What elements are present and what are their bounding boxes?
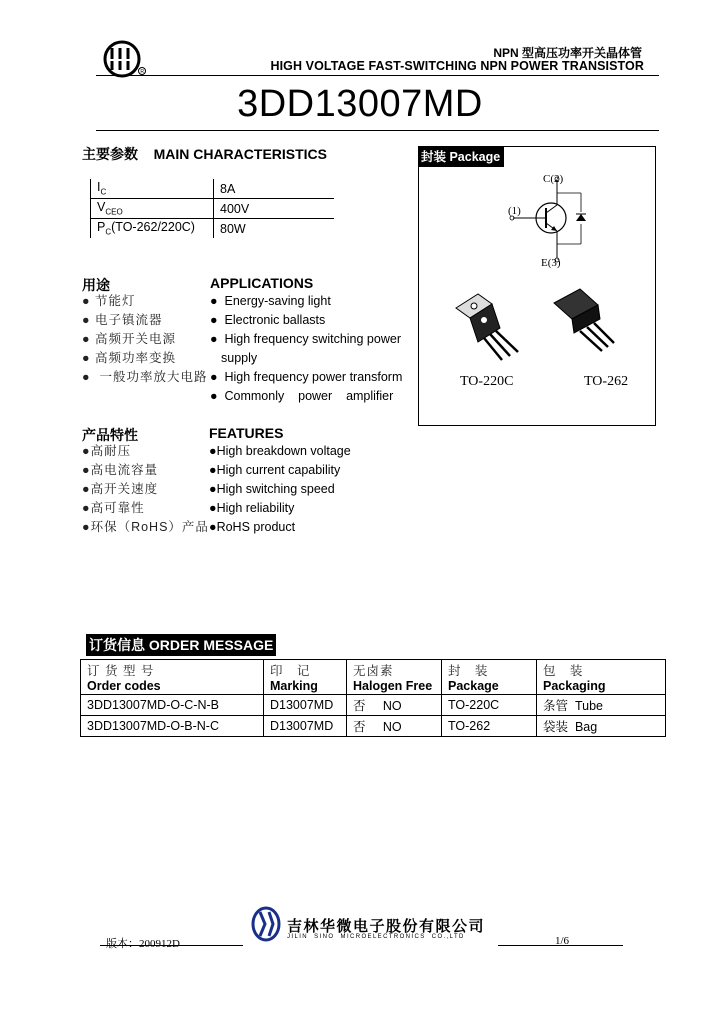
value-cell: 400V	[214, 199, 335, 219]
halogen-cell: 否 NO	[347, 716, 442, 737]
table-row	[81, 695, 666, 716]
packaging-cell: 袋装 Bag	[537, 716, 666, 737]
applications-title-en: APPLICATIONS	[210, 275, 314, 291]
to262-label: TO-262	[584, 374, 629, 389]
version-label: 版本：200912D	[106, 938, 180, 950]
value-cell: 8A	[214, 179, 335, 199]
order-message-title: 订货信息 ORDER MESSAGE	[86, 634, 276, 656]
part-number-title: 3DD13007MD	[237, 83, 483, 125]
marking-cell: D13007MD	[264, 716, 347, 737]
list-item: ●High reliability	[209, 501, 295, 515]
param-cell: $V_{CEO}$	[91, 199, 214, 219]
company-logo-icon	[103, 40, 147, 78]
header-cell: 包 装 Packaging	[537, 660, 666, 695]
header-rule	[96, 75, 659, 76]
company-name-en: JILIN SINO MICROELECTRONICS CO.,LTD	[287, 934, 465, 940]
svg-text:R: R	[140, 69, 145, 75]
main-characteristics-heading	[82, 144, 327, 164]
table-row	[91, 179, 335, 199]
features-list-en	[209, 442, 351, 537]
list-item: ●高可靠性	[82, 501, 145, 515]
header-cell: 订 货 型 号 Order codes	[81, 660, 264, 695]
list-item: ● High frequency power transform	[210, 370, 403, 384]
list-item: ●环保（RoHS）产品	[82, 520, 209, 534]
applications-list-cn	[82, 292, 208, 387]
pin-c-label: C(2)	[543, 173, 564, 185]
pin-b-label: (1)	[508, 205, 521, 217]
to220c-label: TO-220C	[460, 374, 514, 389]
applications-title-cn: 用途	[82, 277, 110, 293]
list-item: ● 高频功率变换	[82, 351, 177, 365]
to262-package-image	[550, 285, 635, 365]
param-cell: $P_C(TO-262/220C)$	[91, 219, 214, 239]
list-item: ● 节能灯	[82, 294, 136, 308]
package-title: 封装 Package	[418, 146, 504, 167]
list-item: ● Commonly power amplifier	[210, 389, 394, 403]
list-item: ●High switching speed	[209, 482, 335, 496]
features-title-en: FEATURES	[209, 425, 284, 441]
package-cell: TO-220C	[442, 695, 537, 716]
header-cell: 封 装 Package	[442, 660, 537, 695]
features-list-cn	[82, 442, 209, 537]
list-item: ●RoHS product	[209, 520, 296, 534]
applications-list-en	[210, 292, 407, 406]
pin-e-label: E(3)	[541, 257, 561, 269]
list-item: ●高开关速度	[82, 482, 159, 496]
header-cell: 无卤素 Halogen Free	[347, 660, 442, 695]
company-name-cn: 吉林华微电子股份有限公司	[287, 918, 486, 935]
packaging-cell: 条管 Tube	[537, 695, 666, 716]
table-row	[81, 716, 666, 737]
list-item: ● Energy-saving light	[210, 294, 331, 308]
features-title-cn: 产品特性	[82, 427, 138, 443]
table-header-row	[81, 660, 666, 695]
to220c-package-image	[448, 290, 533, 370]
subtitle-chinese: NPN 型高压功率开关晶体管	[493, 46, 642, 60]
list-item: ●High current capability	[209, 463, 341, 477]
list-item: ● Electronic ballasts	[210, 313, 326, 327]
subtitle-english: HIGH VOLTAGE FAST-SWITCHING NPN POWER TRANSISTOR	[270, 59, 644, 73]
package-cell: TO-262	[442, 716, 537, 737]
page-number: 1/6	[555, 935, 570, 947]
header-cell: 印 记 Marking	[264, 660, 347, 695]
halogen-cell: 否 NO	[347, 695, 442, 716]
param-cell: $I_C$	[91, 179, 214, 199]
main-characteristics-title-cn: 主要参数	[82, 146, 138, 162]
table-row	[91, 219, 335, 239]
list-item: ● 电子镇流器	[82, 313, 163, 327]
characteristics-table	[90, 179, 334, 238]
title-rule	[96, 130, 659, 131]
list-item: ● 一般功率放大电路	[82, 370, 208, 384]
marking-cell: D13007MD	[264, 695, 347, 716]
company-footer-logo-icon	[251, 906, 281, 942]
table-row	[91, 199, 335, 219]
order-code-cell: 3DD13007MD-O-C-N-B	[81, 695, 264, 716]
list-item: ●High breakdown voltage	[209, 444, 351, 458]
list-item: supply	[221, 351, 258, 365]
order-code-cell: 3DD13007MD-O-B-N-C	[81, 716, 264, 737]
value-cell: 80W	[214, 219, 335, 239]
list-item: ●高耐压	[82, 444, 132, 458]
list-item: ●高电流容量	[82, 463, 159, 477]
order-table	[80, 659, 666, 737]
main-characteristics-title-en: MAIN CHARACTERISTICS	[153, 146, 328, 162]
list-item: ● High frequency switching power	[210, 332, 401, 346]
list-item: ● 高频开关电源	[82, 332, 177, 346]
